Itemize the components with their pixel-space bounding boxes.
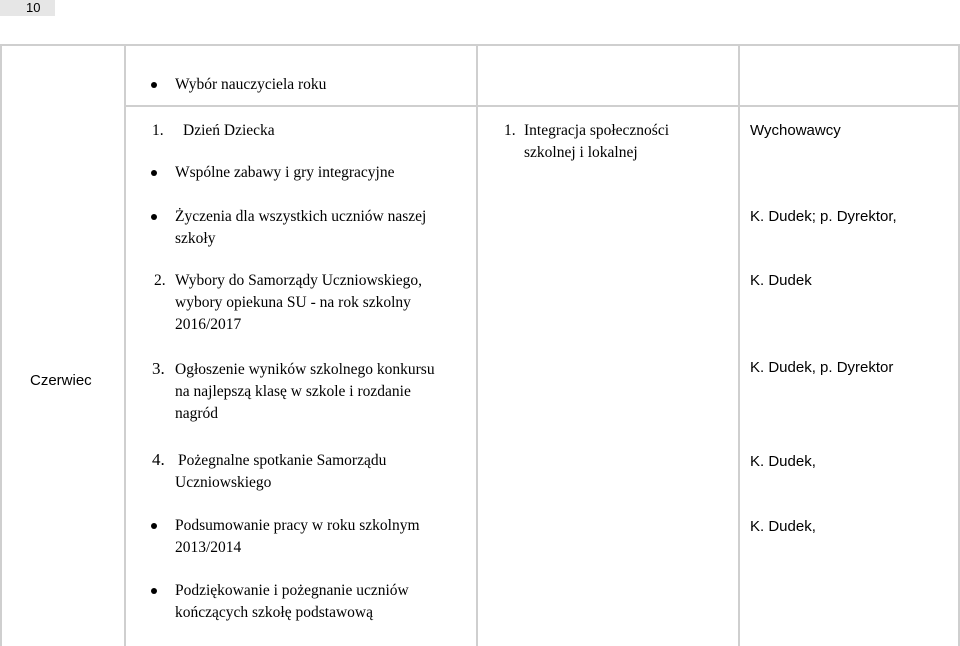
- responsible-entry: K. Dudek; p. Dyrektor,: [750, 208, 897, 225]
- column-divider-2: [476, 46, 478, 646]
- bullet: [151, 588, 157, 594]
- responsible-entry: K. Dudek: [750, 272, 812, 289]
- goal-integracja-line1: Integracja społeczności: [524, 122, 670, 139]
- responsible-wychowawcy: Wychowawcy: [750, 122, 841, 139]
- page-number: 10: [0, 0, 55, 16]
- activity-podsumowanie-line2: 2013/2014: [175, 539, 242, 556]
- activity-number: 4.: [152, 450, 165, 469]
- activity-podziekowanie-line2: kończących szkołę podstawową: [175, 604, 373, 621]
- activity-pozegnalne-line1: Pożegnalne spotkanie Samorządu: [178, 452, 387, 469]
- responsible-entry: K. Dudek,: [750, 453, 816, 470]
- month-label: Czerwiec: [30, 372, 92, 389]
- goal-number: 1.: [504, 122, 516, 139]
- activity-wybory-line1: Wybory do Samorządy Uczniowskiego,: [175, 272, 423, 289]
- table-border-left: [0, 46, 2, 646]
- activity-podziekowanie-line1: Podziękowanie i pożegnanie uczniów: [175, 582, 409, 599]
- bullet: [151, 170, 157, 176]
- responsible-entry: K. Dudek, p. Dyrektor: [750, 359, 894, 376]
- activity-number: 3.: [152, 359, 165, 378]
- activity-pozegnalne-line2: Uczniowskiego: [175, 474, 272, 491]
- activity-number: 1.: [152, 122, 164, 139]
- schedule-table: [0, 44, 960, 646]
- activity-ogloszenie-line2: na najlepszą klasę w szkole i rozdanie: [175, 383, 411, 400]
- column-divider-1: [124, 46, 126, 646]
- activity-ogloszenie-line1: Ogłoszenie wyników szkolnego konkursu: [175, 361, 435, 378]
- column-divider-3: [738, 46, 740, 646]
- activity-ogloszenie-line3: nagród: [175, 405, 219, 422]
- activity-wybory-line3: 2016/2017: [175, 316, 242, 333]
- bullet: [151, 214, 157, 220]
- bullet: [151, 523, 157, 529]
- activity-zyczenia-line2: szkoły: [175, 230, 216, 247]
- responsible-entry: K. Dudek,: [750, 518, 816, 535]
- activity-wybor: Wybór nauczyciela roku: [175, 76, 327, 93]
- goal-integracja-line2: szkolnej i lokalnej: [524, 144, 638, 161]
- activity-zyczenia-line1: Życzenia dla wszystkich uczniów naszej: [175, 208, 427, 225]
- bullet: [151, 82, 157, 88]
- activity-number: 2.: [154, 272, 166, 289]
- activity-wybory-line2: wybory opiekuna SU - na rok szkolny: [175, 294, 411, 311]
- row-divider: [124, 105, 960, 107]
- activity-zabawy: Wspólne zabawy i gry integracyjne: [175, 164, 395, 181]
- activity-dzien-dziecka: Dzień Dziecka: [183, 122, 275, 139]
- activity-podsumowanie-line1: Podsumowanie pracy w roku szkolnym: [175, 517, 420, 534]
